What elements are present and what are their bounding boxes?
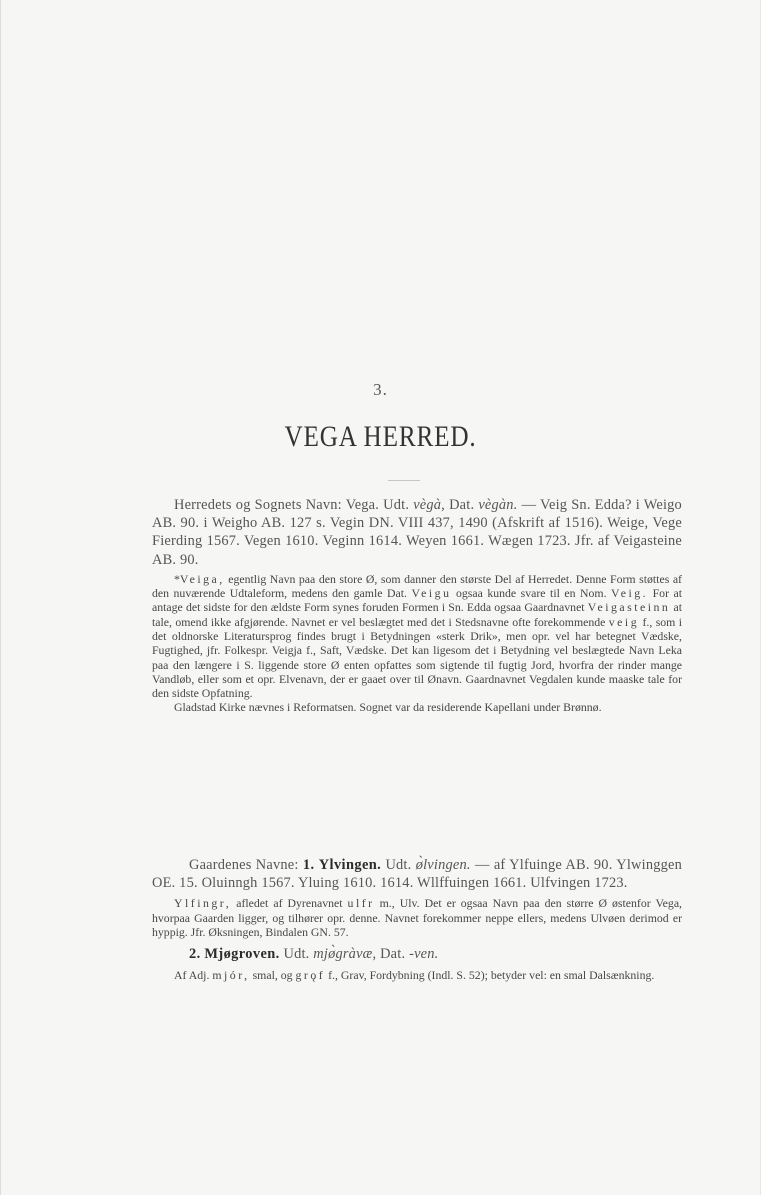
parish-udt-label: Udt.	[383, 497, 410, 513]
note-text-5: f., som i det oldnorske Literatursprog findes brugt i Betydningen «sterk Drik», men opr. vel har betegnet Vædske, Fugtighed, jfr. Folkespr. Veigja f., Saft, Vædske. Det kan ligesom det i Betydning vel beslægtede Navn Leka paa den længere i S. liggende store Ø enten opfattes som sigtende til fugtig Jord, hvorfra der rinder mange Vandløb, eller som et opr. Elvenavn, der er gaaet over til Ønavn. Gaardnavnet Vegdalen kunde maaske tale for den sidste Opfatning.	[152, 614, 683, 701]
parish-dat-form: vègàn.	[478, 497, 518, 513]
farm-2-note-word-grof: grǫf	[295, 967, 326, 982]
farm-1-note-text-1: afledet af Dyrenavnet	[236, 896, 343, 911]
farm-2-note-text-2: f., Grav, Fordybning (Indl. S. 52); betyder vel: en smal Dalsænkning.	[328, 967, 655, 982]
farm-1-forms: — af Ylfuinge AB. 90. Ylwinggen OE. 15. Oluinngh 1567. Yluing 1610. 1614. Wllffuingen 1661. Ulfvingen 1723.	[152, 857, 682, 892]
chapter-title: VEGA HERRED.	[284, 420, 477, 453]
farm-1-note-word-ulfr: ulfr	[347, 896, 375, 911]
farm-2-name: Mjøgroven.	[204, 946, 280, 963]
parish-dat-label: Dat.	[449, 497, 475, 513]
note-word-veigasteinn: Veigasteinn	[587, 600, 671, 615]
farm-2-paragraph	[152, 945, 682, 963]
farm-2-note-text-1: smal, og	[252, 967, 293, 982]
note-word-veig: Veig.	[611, 586, 649, 601]
parish-section	[152, 496, 682, 715]
parish-name: Vega.	[345, 497, 380, 513]
title-divider	[388, 480, 420, 481]
farms-label: Gaardenes Navne:	[189, 857, 299, 873]
farm-2-number: 2.	[189, 946, 201, 963]
farm-1-note	[152, 896, 682, 939]
farm-1-note-word-ylfingr: Ylfingr,	[174, 896, 232, 911]
parish-name-paragraph	[152, 496, 682, 569]
parish-label: Herredets og Sognets Navn:	[174, 497, 342, 513]
note-text-2: ogsaa kunde svare til en Nom.	[455, 586, 607, 601]
parish-note	[152, 572, 682, 701]
farm-2-note-word-mjor: mjór,	[212, 967, 250, 982]
note-marker: *	[174, 571, 180, 586]
note-text-4: at tale, omend ikke afgjørende. Navnet er vel beslægtet med det i Stedsnavne ofte forekommende	[152, 600, 682, 629]
church-note: Gladstad Kirke nævnes i Reformatsen. Sognet var da residerende Kapellani under Brønnø.	[174, 700, 602, 715]
note-text-3: For at antage det sidste for den ældste Form synes foruden Formen i Sn. Edda ogsaa Gaardnavnet	[152, 586, 683, 615]
farm-1-paragraph	[152, 856, 682, 892]
farm-2-dat-label: Dat.	[380, 946, 406, 963]
chapter-number: 3.	[373, 380, 388, 399]
farm-1-number: 1.	[302, 857, 315, 873]
farm-1-name: Ylvingen.	[318, 857, 382, 873]
note-word-veigu: Veigu	[411, 586, 452, 601]
farm-1-note-text-2: m., Ulv. Det er ogsaa Navn paa den større Ø østenfor Vega, hvorpaa Gaarden ligger, og tilhører opr. denne. Navnet forekommer neppe ellers, medens Ulvøen derimod er hyppig. Jfr. Øksningen, Bindalen GN. 57.	[152, 896, 683, 939]
farms-section	[152, 856, 682, 982]
parish-udt-form: vègà,	[413, 497, 445, 513]
farm-2-note-lead: Af Adj.	[174, 967, 210, 982]
note-word-veiga: Veiga,	[179, 571, 225, 586]
farm-2-dat-form: -ven.	[409, 946, 439, 963]
note-word-veig-noun: veig	[608, 614, 640, 629]
farm-2-udt-label: Udt.	[283, 946, 310, 963]
farm-2-udt-form: mjø̀gràvæ,	[313, 946, 377, 963]
farm-1-udt-label: Udt.	[385, 857, 412, 873]
farm-2-note	[152, 968, 682, 982]
note-text-1: egentlig Navn paa den store Ø, som danner den største Del af Herredet. Denne Form støttes af den nuværende Udtaleform, medens den gamle Dat.	[152, 571, 682, 601]
parish-forms: — Veig Sn. Edda? i Weigo AB. 90. i Weigho AB. 127 s. Vegin DN. VIII 437, 1490 (Afskrift af 1516). Weige, Vege Fierding 1567. Vegen 1610. Veginn 1614. Weyen 1661. Wægen 1723. Jfr. af Veigasteine AB. 90.	[152, 497, 682, 568]
farm-1-udt-form: ø̀lvingen.	[415, 857, 471, 873]
